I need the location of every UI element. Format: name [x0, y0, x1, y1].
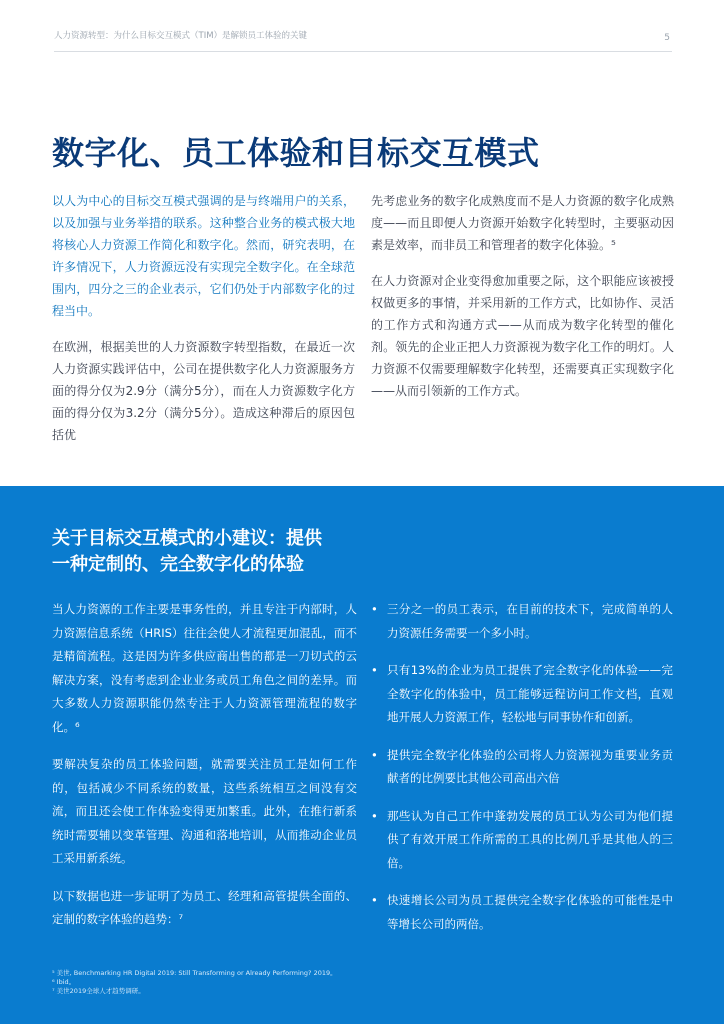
bullet-text: 三分之一的员工表示，在目前的技术下，完成简单的人力资源任务需要一个多小时。: [387, 602, 673, 640]
bullet-text: 只有13%的企业为员工提供了完全数字化的体验——完全数字化的体验中，员工能够远程访问工作文档，直观地开展人力资源工作，轻松地与同事协作和创新。: [387, 663, 673, 724]
intro-paragraph: 先考虑业务的数字化成熟度而不是人力资源的数字化成熟度——而且即便人力资源开始数字化转型时，主要驱动因素是效率，而非员工和管理者的数字化体验。⁵: [371, 194, 674, 252]
bullet-icon: •: [371, 663, 378, 677]
list-item: [371, 659, 673, 730]
footnote: ⁷ 美世2019全球人才趋势调研。: [52, 987, 145, 995]
list-item: [371, 598, 673, 645]
bullet-text: 提供完全数字化体验的公司将人力资源视为重要业务贡献者的比例要比其他公司高出六倍: [387, 747, 673, 785]
intro-paragraph: 在欧洲，根据美世的人力资源数字转型指数，在最近一次人力资源实践评估中，公司在提供数字化人力资源服务方面的得分仅为2.9分（满分5分），而在人力资源数字化方面的得分仅为3.2分（满分5分）。造成这种滞后的原因包括优: [52, 340, 355, 442]
page-number: 5: [664, 33, 670, 43]
bullet-text: 快速增长公司为员工提供完全数字化体验的可能性是中等增长公司的两倍。: [387, 893, 673, 931]
intro-paragraph-highlight: 以人为中心的目标交互模式强调的是与终端用户的关系，以及加强与业务举措的联系。这种整合业务的模式极大地将核心人力资源工作简化和数字化。然而，研究表明，在许多情况下，人力资源远没有实现完全数字化。在全球范围内，四分之三的企业表示，它们仍处于内部数字化的过程当中。: [52, 194, 355, 318]
tips-paragraph: 当人力资源的工作主要是事务性的，并且专注于内部时，人力资源信息系统（HRIS）往往会使人才流程更加混乱，而不是精简流程。这是因为许多供应商出售的都是一刀切式的云解决方案，没有考虑到企业业务或员工角色之间的差异。而大多数人力资源职能仍然专注于人力资源管理流程的数字化。⁶: [52, 602, 357, 734]
intro-paragraph: 在人力资源对企业变得愈加重要之际，这个职能应该被授权做更多的事情，并采用新的工作方式，比如协作、灵活的工作方式和沟通方式——从而成为数字化转型的催化剂。领先的企业正把人力资源视为数字化工作的明灯。人力资源不仅需要理解数字化转型，还需要真正实现数字化——从而引领新的工作方式。: [371, 274, 674, 398]
bullet-text: 那些认为自己工作中蓬勃发展的员工认为公司为他们提供了有效开展工作所需的工具的比例几乎是其他人的三倍。: [387, 808, 673, 870]
list-item: [371, 805, 673, 876]
intro-left-column: [52, 190, 355, 460]
footnotes: [52, 969, 652, 996]
tips-paragraph: 要解决复杂的员工体验问题，就需要关注员工是如何工作的，包括减少不同系统的数量，这些系统相互之间没有交流，而且还会使工作体验变得更加繁重。此外，在推行新系统时需要辅以变革管理、沟通和落地培训，从而推动企业员工采用新系统。: [52, 757, 357, 865]
list-item: [371, 889, 673, 936]
list-item: [371, 744, 673, 791]
tips-paragraph: 以下数据也进一步证明了为员工、经理和高管提供全面的、定制的数字体验的趋势：⁷: [52, 888, 357, 926]
tips-box-right-column: [371, 598, 673, 950]
footnote: ⁵ 美世, Benchmarking HR Digital 2019: Still Transforming or Already Performing? 2019。: [52, 969, 337, 977]
running-header: 人力资源转型：为什么目标交互模式（TIM）是解锁员工体验的关键: [54, 31, 308, 41]
page-title: 数字化、员工体验和目标交互模式: [52, 134, 540, 172]
trend-bullet-list: [371, 598, 673, 936]
tips-box-title-line: 关于目标交互模式的小建议：提供: [52, 528, 322, 549]
bullet-icon: •: [371, 808, 378, 823]
tips-box-title: [52, 526, 392, 578]
header-divider: [54, 51, 672, 52]
bullet-icon: •: [371, 893, 378, 907]
tips-box-title-line: 一种定制的、完全数字化的体验: [52, 554, 304, 575]
bullet-icon: •: [371, 602, 378, 616]
bullet-icon: •: [371, 747, 378, 762]
intro-right-column: [371, 190, 674, 416]
footnote: ⁶ Ibid。: [52, 978, 76, 986]
tips-box-left-column: [52, 598, 357, 946]
